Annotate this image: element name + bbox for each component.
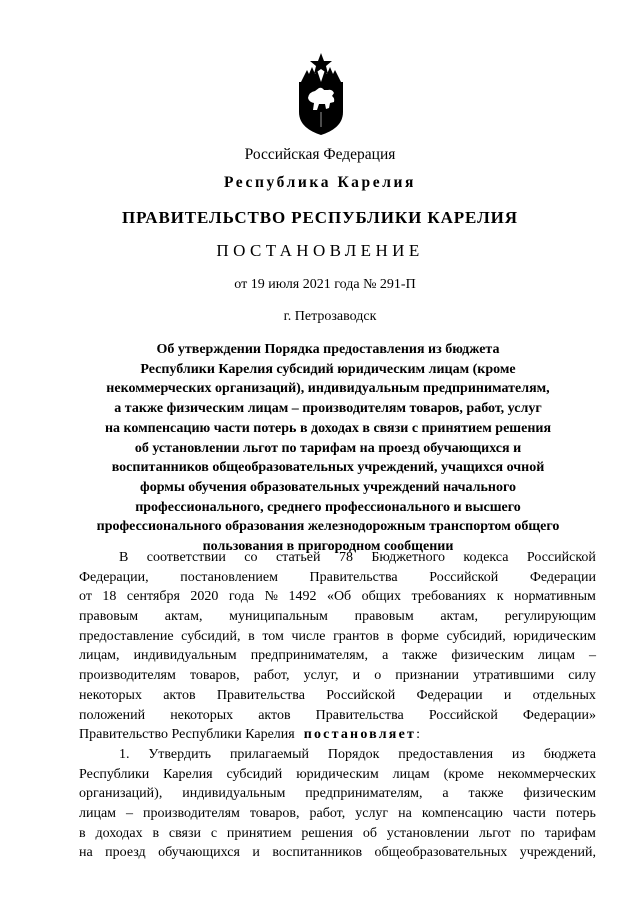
word: актов	[258, 707, 291, 723]
word: по	[520, 825, 535, 841]
word: тарифам	[544, 825, 596, 841]
word: Российской	[526, 550, 596, 565]
word: также	[402, 648, 438, 664]
title-line: об установлении льгот по тарифам на проезд обучающихся и	[134, 440, 522, 456]
word: форме	[400, 628, 439, 644]
word: а	[442, 786, 449, 802]
word: из	[511, 746, 525, 762]
word: 78	[338, 550, 353, 565]
title-line: на компенсацию части потерь в доходах в связи с принятием решения	[104, 420, 552, 436]
paragraph-line	[79, 607, 596, 627]
word: сентября	[126, 589, 180, 605]
word: силу	[568, 668, 596, 684]
word: а	[382, 648, 389, 664]
word: отдельных	[532, 687, 596, 703]
title-line: а также физическим лицам – производителям товаров, работ, услуг	[114, 401, 542, 417]
document-title	[78, 340, 578, 557]
paragraph-line	[79, 725, 596, 745]
paragraph-line	[79, 804, 596, 824]
word: Бюджетного	[371, 550, 445, 565]
word: части	[512, 805, 546, 821]
word: предпринимателям,	[305, 786, 423, 802]
word: бюджета	[543, 746, 596, 762]
word: 1.	[119, 746, 130, 762]
word: воспитанников	[272, 845, 363, 861]
word: в	[79, 825, 86, 841]
word: также	[468, 786, 504, 802]
title-line: профессионального, среднего профессионального и высшего	[135, 499, 521, 515]
word: грантов	[333, 628, 380, 644]
word: нормативным	[513, 589, 596, 605]
word: юридическим	[513, 628, 596, 644]
word: принятием	[226, 825, 292, 841]
word: лицам	[79, 805, 117, 821]
word: предоставления	[398, 746, 494, 762]
word: субсидий	[226, 766, 283, 782]
word: с	[210, 825, 218, 841]
paragraph-line	[79, 627, 596, 647]
word: соответствии	[146, 550, 226, 565]
country-name: Российская Федерация	[244, 146, 396, 163]
word: Федерации	[529, 569, 596, 585]
word: физическим	[523, 786, 596, 802]
word: производителям	[79, 668, 176, 684]
word: Правительства	[216, 687, 305, 703]
title-line: Об утверждении Порядка предоставления из бюджета	[156, 342, 500, 357]
preamble-closing-text: Правительство Республики Карелия	[79, 727, 295, 743]
word: актам,	[440, 609, 479, 625]
word: связи	[168, 825, 202, 841]
word: и	[503, 687, 512, 703]
word: со	[244, 550, 258, 565]
word: физическим	[451, 648, 524, 664]
government-name: ПРАВИТЕЛЬСТВО РЕСПУБЛИКИ КАРЕЛИЯ	[122, 208, 518, 227]
word: 2020	[190, 589, 219, 605]
title-line: формы обучения образовательных учреждений начального	[140, 479, 516, 495]
word: на	[398, 805, 412, 821]
word: о	[374, 668, 382, 684]
title-line: воспитанников общеобразовательных учреждений, учащихся очной	[111, 460, 545, 476]
word: лицам,	[79, 648, 120, 664]
word: услуг,	[303, 668, 339, 684]
paragraph-line	[79, 686, 596, 706]
word: и	[252, 845, 260, 861]
word: положений	[79, 707, 146, 723]
word: решения	[301, 825, 353, 841]
word: Российской	[326, 687, 396, 703]
word: компенсацию	[421, 805, 503, 821]
word: работ,	[253, 668, 290, 684]
paragraph-line	[79, 824, 596, 844]
word: «Об	[326, 589, 352, 605]
word: индивидуальным	[182, 786, 286, 802]
word: об	[362, 825, 377, 841]
word: услуг	[355, 805, 389, 821]
word: том	[262, 628, 284, 644]
karelia-coat-of-arms-icon	[295, 52, 347, 136]
word: субсидий,	[181, 628, 241, 644]
word: проезд	[105, 845, 146, 861]
title-line: пользования в пригородном сообщении	[202, 539, 454, 555]
word: от	[79, 589, 92, 605]
word: правовым	[79, 609, 139, 625]
word: Правительства	[315, 707, 404, 723]
word: Федерации»	[522, 707, 596, 723]
word: льгот	[478, 825, 511, 841]
word: Порядок	[327, 746, 380, 762]
word: работ,	[309, 805, 346, 821]
word: кодекса	[463, 550, 509, 565]
paragraph-line	[79, 784, 596, 804]
colon: :	[416, 727, 420, 743]
word: Российской	[429, 569, 499, 585]
word: юридическим	[296, 766, 379, 782]
word: на	[79, 845, 93, 861]
word: общеобразовательных	[374, 845, 508, 861]
word: в	[248, 628, 255, 644]
word: потерь	[555, 805, 596, 821]
word: статьей	[275, 550, 321, 565]
word: признании	[395, 668, 459, 684]
word: (кроме	[443, 766, 484, 782]
word: организаций),	[79, 786, 163, 802]
word: В	[119, 550, 129, 565]
republic-name: Республика Карелия	[223, 174, 417, 191]
word: утратившими	[473, 668, 555, 684]
word: в	[386, 628, 394, 644]
document-date-number: от 19 июля 2021 года № 291-П	[234, 277, 416, 292]
word: индивидуальным	[133, 648, 237, 664]
paragraph-line	[79, 706, 596, 726]
word: в	[152, 825, 160, 841]
word: Республики	[79, 766, 150, 782]
word: правовым	[354, 609, 414, 625]
word: –	[126, 805, 134, 821]
word: Утвердить	[148, 746, 212, 762]
word: субсидий,	[446, 628, 506, 644]
document-body	[79, 548, 596, 863]
resolution-verb: постановляет	[303, 727, 417, 743]
word: некоммерческих	[497, 766, 596, 782]
paragraph-line	[79, 587, 596, 607]
paragraph-line	[79, 843, 596, 863]
title-line: профессионального образования железнодорожным транспортом общего	[96, 519, 560, 535]
word: актов	[163, 687, 196, 703]
word: товаров,	[249, 805, 300, 821]
word: –	[588, 648, 596, 664]
word: числе	[291, 628, 326, 644]
word: товаров,	[189, 668, 240, 684]
word: обучающихся	[158, 845, 240, 861]
word: предоставление	[79, 628, 174, 644]
paragraph-line	[79, 765, 596, 785]
word: общих	[361, 589, 402, 605]
word: доходах	[95, 825, 143, 841]
word: и	[352, 668, 361, 684]
word: Федерации	[416, 687, 483, 703]
title-line: некоммерческих организаций), индивидуальным предпринимателям,	[106, 381, 550, 397]
paragraph-line	[79, 666, 596, 686]
word: года	[228, 589, 255, 605]
word: актам,	[164, 609, 203, 625]
word: установлении	[386, 825, 470, 841]
document-city: г. Петрозаводск	[283, 309, 377, 324]
paragraph-item-1	[79, 745, 596, 863]
word: некоторых	[170, 707, 234, 723]
word: №	[264, 589, 278, 605]
word: предпринимателям,	[250, 648, 369, 664]
word: Карелия	[163, 766, 213, 782]
word: прилагаемый	[229, 746, 310, 762]
word: Российской	[428, 707, 498, 723]
word: требованиях	[411, 589, 487, 605]
word: некоторых	[79, 687, 142, 703]
word: производителям	[143, 805, 240, 821]
word: муниципальным	[229, 609, 328, 625]
word: лицам	[392, 766, 430, 782]
word: постановлением	[180, 569, 278, 585]
title-line: Республики Карелия субсидий юридическим лицам (кроме	[140, 361, 516, 377]
paragraph-line	[79, 568, 596, 588]
document-type: ПОСТАНОВЛЕНИЕ	[216, 241, 424, 260]
word: лицам	[537, 648, 575, 664]
word: Федерации,	[79, 569, 149, 585]
paragraph-line	[79, 646, 596, 666]
word: к	[496, 589, 504, 605]
paragraph-line	[79, 745, 596, 765]
word: Правительства	[309, 569, 398, 585]
word: учреждений,	[519, 845, 596, 861]
word: 1492	[288, 589, 317, 605]
word: 18	[102, 589, 117, 605]
word: регулирующим	[504, 609, 596, 625]
paragraph-line	[79, 548, 596, 568]
paragraph-preamble	[79, 548, 596, 725]
